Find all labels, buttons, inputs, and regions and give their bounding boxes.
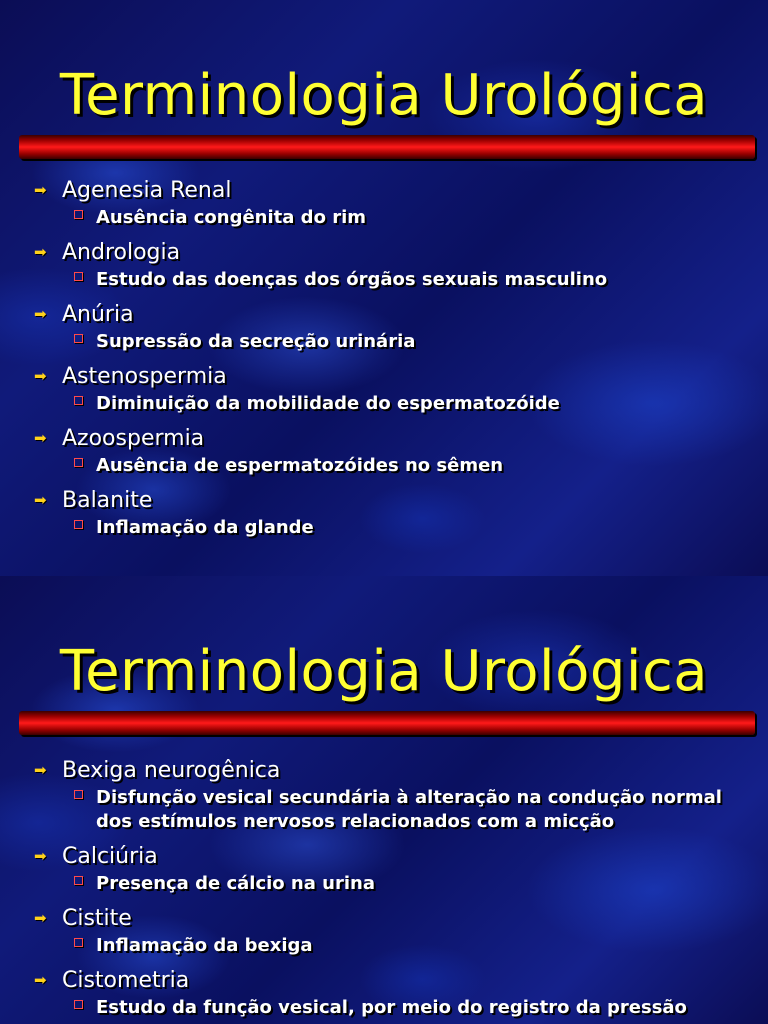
square-bullet-icon [74,938,83,947]
definition-text: Diminuição da mobilidade do espermatozóide [96,393,560,414]
list-item [34,756,754,834]
slide-title: Terminologia Urológica [59,639,709,704]
list-item [34,176,754,230]
title-divider [19,711,755,735]
term [34,176,754,206]
square-bullet-icon [74,210,83,219]
term-label: Azoospermia [62,426,205,451]
square-bullet-icon [74,1000,83,1009]
definition-text: Disfunção vesical secundária à alteração na condução normal dos estímulos nervosos relacionados com a micção [96,787,722,832]
arrow-bullet-icon: ➡ [34,243,47,261]
arrow-bullet-icon: ➡ [34,181,47,199]
list-item [34,362,754,416]
term-label: Cistite [62,906,132,931]
term-list [34,756,754,1024]
term-list [34,176,754,548]
term-label: Cistometria [62,968,190,993]
list-item [34,238,754,292]
list-item [34,300,754,354]
term [34,904,754,934]
term [34,424,754,454]
term-label: Calciúria [62,844,158,869]
list-item [34,842,754,896]
square-bullet-icon [74,520,83,529]
term-label: Anúria [62,302,134,327]
definition-text: Presença de cálcio na urina [96,873,375,894]
list-item [34,424,754,478]
definition-text: Ausência congênita do rim [96,207,366,228]
definition [34,516,754,540]
arrow-bullet-icon: ➡ [34,847,47,865]
square-bullet-icon [74,396,83,405]
arrow-bullet-icon: ➡ [34,305,47,323]
arrow-bullet-icon: ➡ [34,491,47,509]
definition [34,786,754,834]
definition [34,268,754,292]
arrow-bullet-icon: ➡ [34,971,47,989]
term-label: Agenesia Renal [62,178,232,203]
square-bullet-icon [74,876,83,885]
definition [34,934,754,958]
definition [34,996,754,1020]
definition-text: Ausência de espermatozóides no sêmen [96,455,504,476]
definition [34,454,754,478]
definition [34,392,754,416]
definition [34,330,754,354]
square-bullet-icon [74,458,83,467]
definition-text: Estudo da função vesical, por meio do registro da pressão [96,997,687,1018]
term [34,362,754,392]
term [34,300,754,330]
definition [34,872,754,896]
square-bullet-icon [74,334,83,343]
term [34,842,754,872]
square-bullet-icon [74,272,83,281]
term [34,966,754,996]
arrow-bullet-icon: ➡ [34,367,47,385]
term-label: Balanite [62,488,153,513]
definition-text: Inflamação da bexiga [96,935,313,956]
arrow-bullet-icon: ➡ [34,429,47,447]
square-bullet-icon [74,790,83,799]
term [34,238,754,268]
list-item [34,904,754,958]
slide-2 [0,576,768,1024]
slide-title: Terminologia Urológica [59,63,709,128]
definition-text: Supressão da secreção urinária [96,331,416,352]
term-label: Astenospermia [62,364,227,389]
definition [34,206,754,230]
term-label: Andrologia [62,240,181,265]
definition-text: Estudo das doenças dos órgãos sexuais masculino [96,269,608,290]
term [34,756,754,786]
arrow-bullet-icon: ➡ [34,909,47,927]
list-item [34,486,754,540]
list-item [34,966,754,1020]
arrow-bullet-icon: ➡ [34,761,47,779]
term-label: Bexiga neurogênica [62,758,281,783]
definition-text: Inflamação da glande [96,517,314,538]
term [34,486,754,516]
title-divider [19,135,755,159]
